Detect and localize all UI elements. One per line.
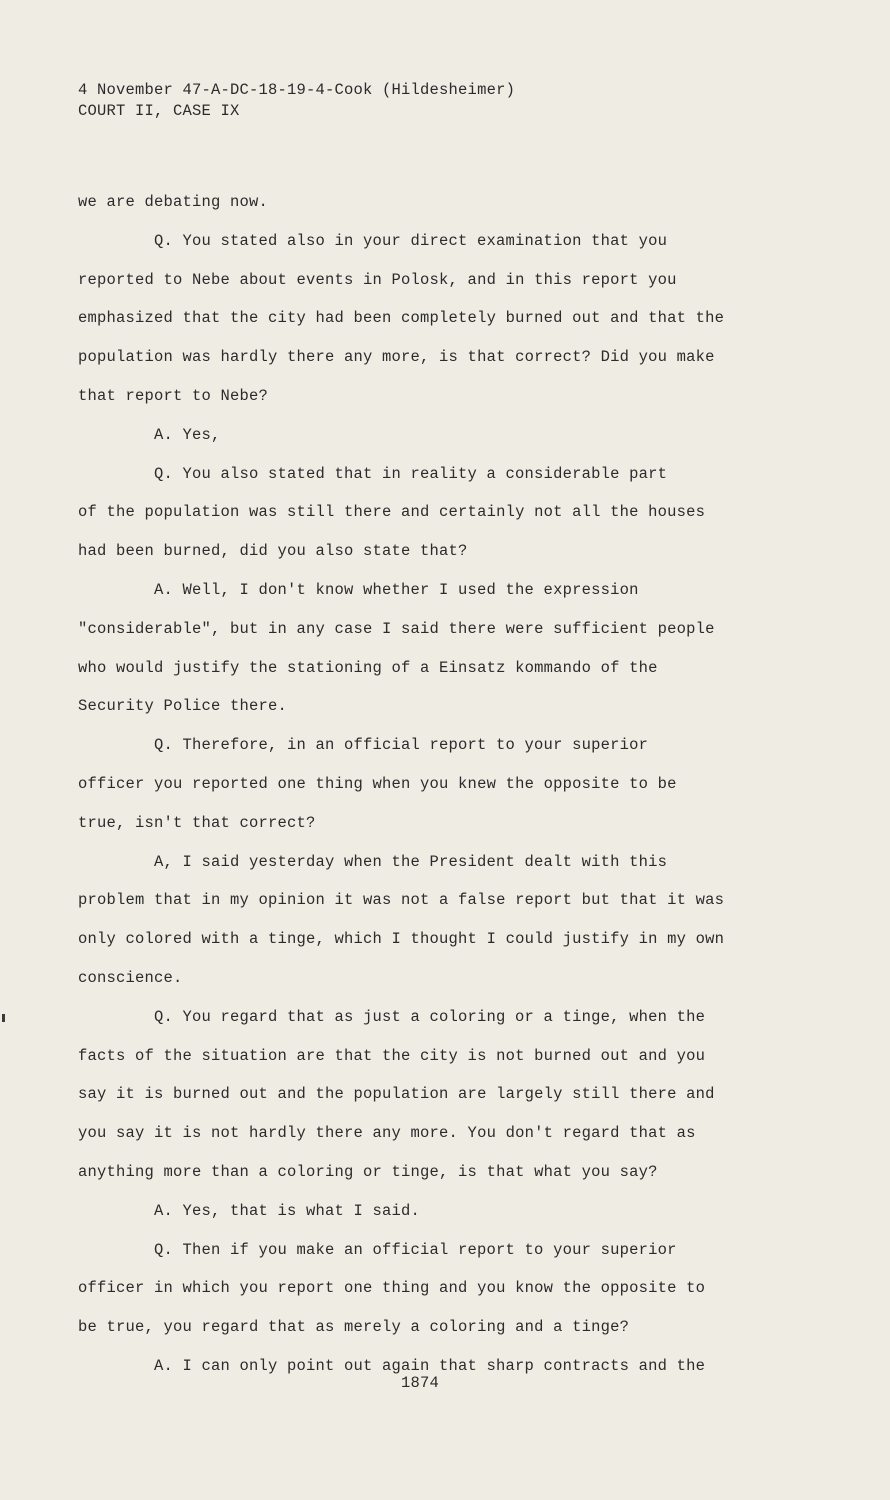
transcript-line: Q. Therefore, in an official report to your superior: [154, 736, 649, 755]
header-court-case: COURT II, CASE IX: [78, 102, 240, 120]
transcript-line: we are debating now.: [78, 193, 269, 211]
transcript-line: A. Yes, that is what I said.: [154, 1201, 421, 1220]
transcript-line: Q. You also stated that in reality a considerable part: [154, 464, 668, 483]
transcript-line: only colored with a tinge, which I thought I could justify in my own: [78, 930, 725, 949]
margin-mark: [2, 1014, 5, 1022]
transcript-line: emphasized that the city had been completely burned out and that the: [78, 309, 725, 328]
transcript-line: be true, you regard that as merely a coloring and a tinge?: [78, 1318, 630, 1337]
document-header: [78, 80, 515, 122]
page-number: 1874: [400, 1374, 439, 1392]
transcript-line: facts of the situation are that the city is not burned out and you: [78, 1046, 706, 1065]
header-date-reference: 4 November 47-A-DC-18-19-4-Cook (Hildesheimer): [78, 81, 516, 99]
transcript-line: problem that in my opinion it was not a false report but that it was: [78, 891, 725, 910]
transcript-line: had been burned, did you also state that?: [78, 542, 468, 561]
transcript-line: conscience.: [78, 968, 183, 987]
transcript-line: population was hardly there any more, is that correct? Did you make: [78, 348, 715, 367]
transcript-line: "considerable", but in any case I said there were sufficient people: [78, 619, 715, 638]
transcript-line: that report to Nebe?: [78, 386, 269, 405]
transcript-line: officer in which you report one thing and you know the opposite to: [78, 1279, 706, 1298]
transcript-line: A, I said yesterday when the President dealt with this: [154, 852, 668, 871]
transcript-body: [78, 183, 758, 1386]
transcript-line: you say it is not hardly there any more. You don't regard that as: [78, 1124, 696, 1143]
transcript-line: who would justify the stationing of a Einsatz kommando of the: [78, 658, 658, 677]
transcript-line: Q. You stated also in your direct examination that you: [154, 231, 668, 250]
transcript-line: anything more than a coloring or tinge, is that what you say?: [78, 1162, 658, 1181]
transcript-line: of the population was still there and certainly not all the houses: [78, 503, 706, 522]
transcript-line: reported to Nebe about events in Polosk, and in this report you: [78, 270, 677, 289]
transcript-line: say it is burned out and the population are largely still there and: [78, 1085, 715, 1104]
transcript-line: Q. You regard that as just a coloring or a tinge, when the: [154, 1007, 706, 1026]
transcript-line: A. Well, I don't know whether I used the expression: [154, 580, 639, 599]
transcript-line: Q. Then if you make an official report to your superior: [154, 1240, 677, 1259]
transcript-line: A. I can only point out again that sharp contracts and the: [154, 1356, 706, 1375]
transcript-line: Security Police there.: [78, 697, 288, 716]
transcript-line: officer you reported one thing when you knew the opposite to be: [78, 774, 677, 793]
transcript-line: A. Yes,: [154, 425, 221, 444]
transcript-line: true, isn't that correct?: [78, 813, 316, 832]
